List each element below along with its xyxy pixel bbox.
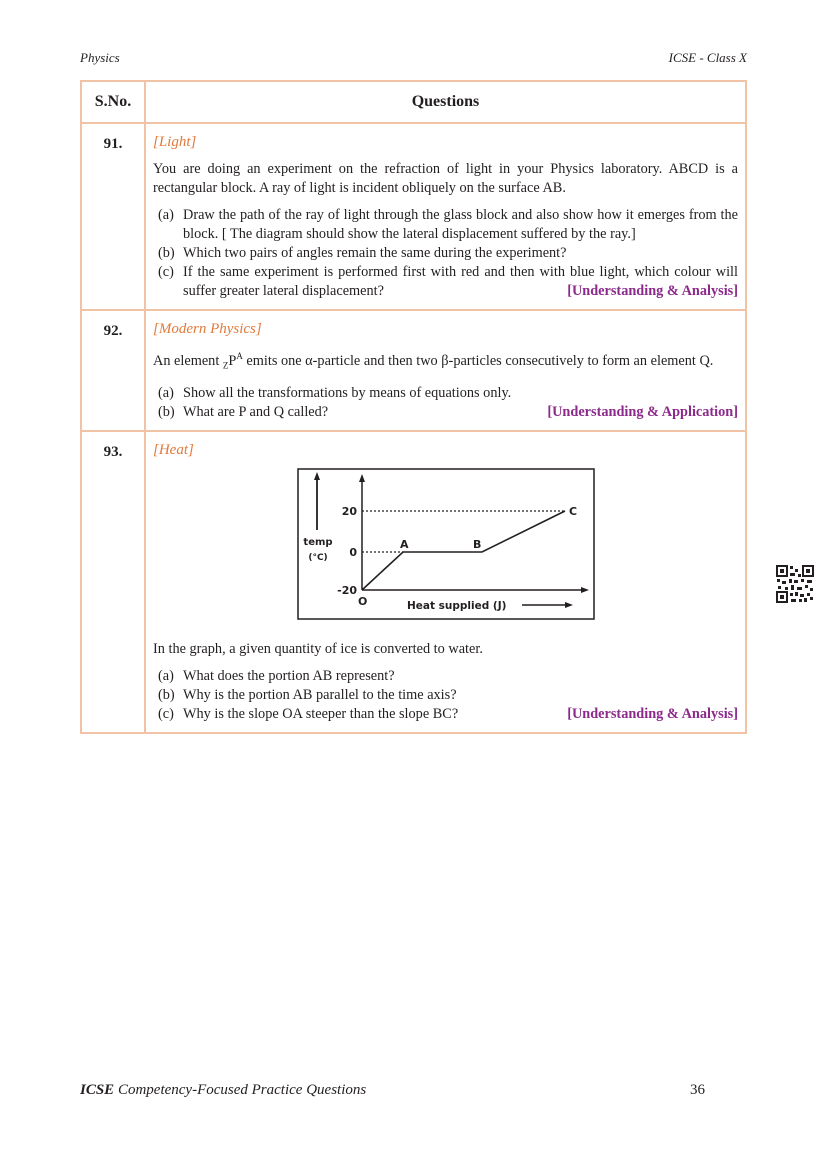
part-label: (b) (158, 686, 175, 703)
question-body (145, 431, 746, 733)
part-text-wrap (183, 403, 738, 422)
footer-title-text: Competency-Focused Practice Questions (114, 1082, 367, 1098)
questions-table (80, 80, 747, 734)
question-stem (153, 347, 738, 376)
question-body (145, 310, 746, 431)
part-text-wrap (183, 705, 738, 724)
question-topic: [Modern Physics] (153, 321, 262, 337)
ytick-0: 0 (348, 545, 357, 559)
question-number: 93. (81, 431, 145, 733)
question-part (158, 263, 738, 301)
question-part (158, 403, 738, 422)
footer-title (80, 1082, 366, 1099)
header-class: ICSE - Class X (668, 50, 747, 65)
part-label: (a) (158, 667, 174, 684)
point-label-o: O (357, 594, 367, 608)
point-label-b: B (472, 537, 481, 551)
graph-container (153, 468, 738, 626)
page-number: 36 (690, 1082, 705, 1098)
part-text: What does the portion AB represent? (183, 667, 395, 684)
question-row-92 (81, 310, 746, 431)
column-header-questions: Questions (145, 81, 746, 123)
header-subject: Physics (80, 50, 120, 65)
footer-brand: ICSE (80, 1082, 115, 1098)
question-row-93 (81, 431, 746, 733)
stem-text-after: emits one α-particle and then two β-particles consecutively to form an element Q. (242, 352, 714, 369)
competency-tag: [Understanding & Analysis] (567, 705, 738, 722)
part-label: (c) (158, 705, 174, 722)
qr-code-icon[interactable] (776, 565, 814, 603)
part-text-wrap (183, 263, 738, 301)
question-topic: [Heat] (153, 441, 194, 458)
heating-curve-graph (297, 468, 595, 620)
atomic-number-subscript: Z (222, 360, 229, 371)
question-part (158, 244, 738, 263)
mass-number-superscript: A (236, 351, 243, 361)
point-label-a: A (399, 537, 409, 551)
part-text: Why is the portion AB parallel to the time axis? (183, 686, 457, 703)
ylabel-line-2: (°C) (307, 552, 328, 563)
part-label: (b) (158, 403, 175, 420)
question-stem: In the graph, a given quantity of ice is converted to water. (153, 640, 483, 657)
question-parts (153, 667, 738, 724)
question-part (158, 705, 738, 724)
competency-tag: [Understanding & Application] (547, 403, 738, 420)
question-body (145, 123, 746, 310)
part-label: (a) (158, 207, 174, 223)
ytick-minus-20: -20 (336, 583, 357, 597)
ytick-20: 20 (341, 504, 357, 518)
question-part (158, 206, 738, 244)
question-row-91 (81, 123, 746, 310)
stem-text-before: An element (153, 352, 223, 369)
question-number: 91. (81, 123, 145, 310)
part-text: If the same experiment is performed first with red and then with blue light, which colour will suffer greater lateral displacement? (183, 264, 738, 299)
part-text: Why is the slope OA steeper than the slope BC? (183, 705, 459, 722)
part-text: Draw the path of the ray of light through the glass block and also show how it emerges from the block. [ The diagram should show the lateral displacement suffered by the ray.] (183, 207, 738, 242)
question-part (158, 686, 738, 705)
question-stem: You are doing an experiment on the refraction of light in your Physics laboratory. ABCD is a rectangular block. A ray of light is incident obliquely on the surface AB. (153, 161, 738, 196)
part-label: (c) (158, 264, 174, 280)
competency-tag: [Understanding & Analysis] (567, 283, 738, 299)
question-part (158, 667, 738, 686)
ylabel-line-1: temp (302, 536, 333, 548)
table-header-row (81, 81, 746, 123)
point-label-c: C (568, 504, 577, 518)
question-part (158, 384, 738, 403)
question-parts (153, 384, 738, 422)
part-text: What are P and Q called? (183, 403, 329, 420)
question-topic: [Light] (153, 134, 197, 150)
part-text: Show all the transformations by means of equations only. (183, 384, 512, 401)
part-label: (b) (158, 245, 175, 261)
xlabel: Heat supplied (J) (406, 599, 506, 612)
part-label: (a) (158, 384, 174, 401)
question-number: 92. (81, 310, 145, 431)
element-symbol: P (228, 352, 237, 369)
column-header-sno: S.No. (81, 81, 145, 123)
question-parts (153, 206, 738, 301)
part-text: Which two pairs of angles remain the same during the experiment? (183, 245, 567, 261)
